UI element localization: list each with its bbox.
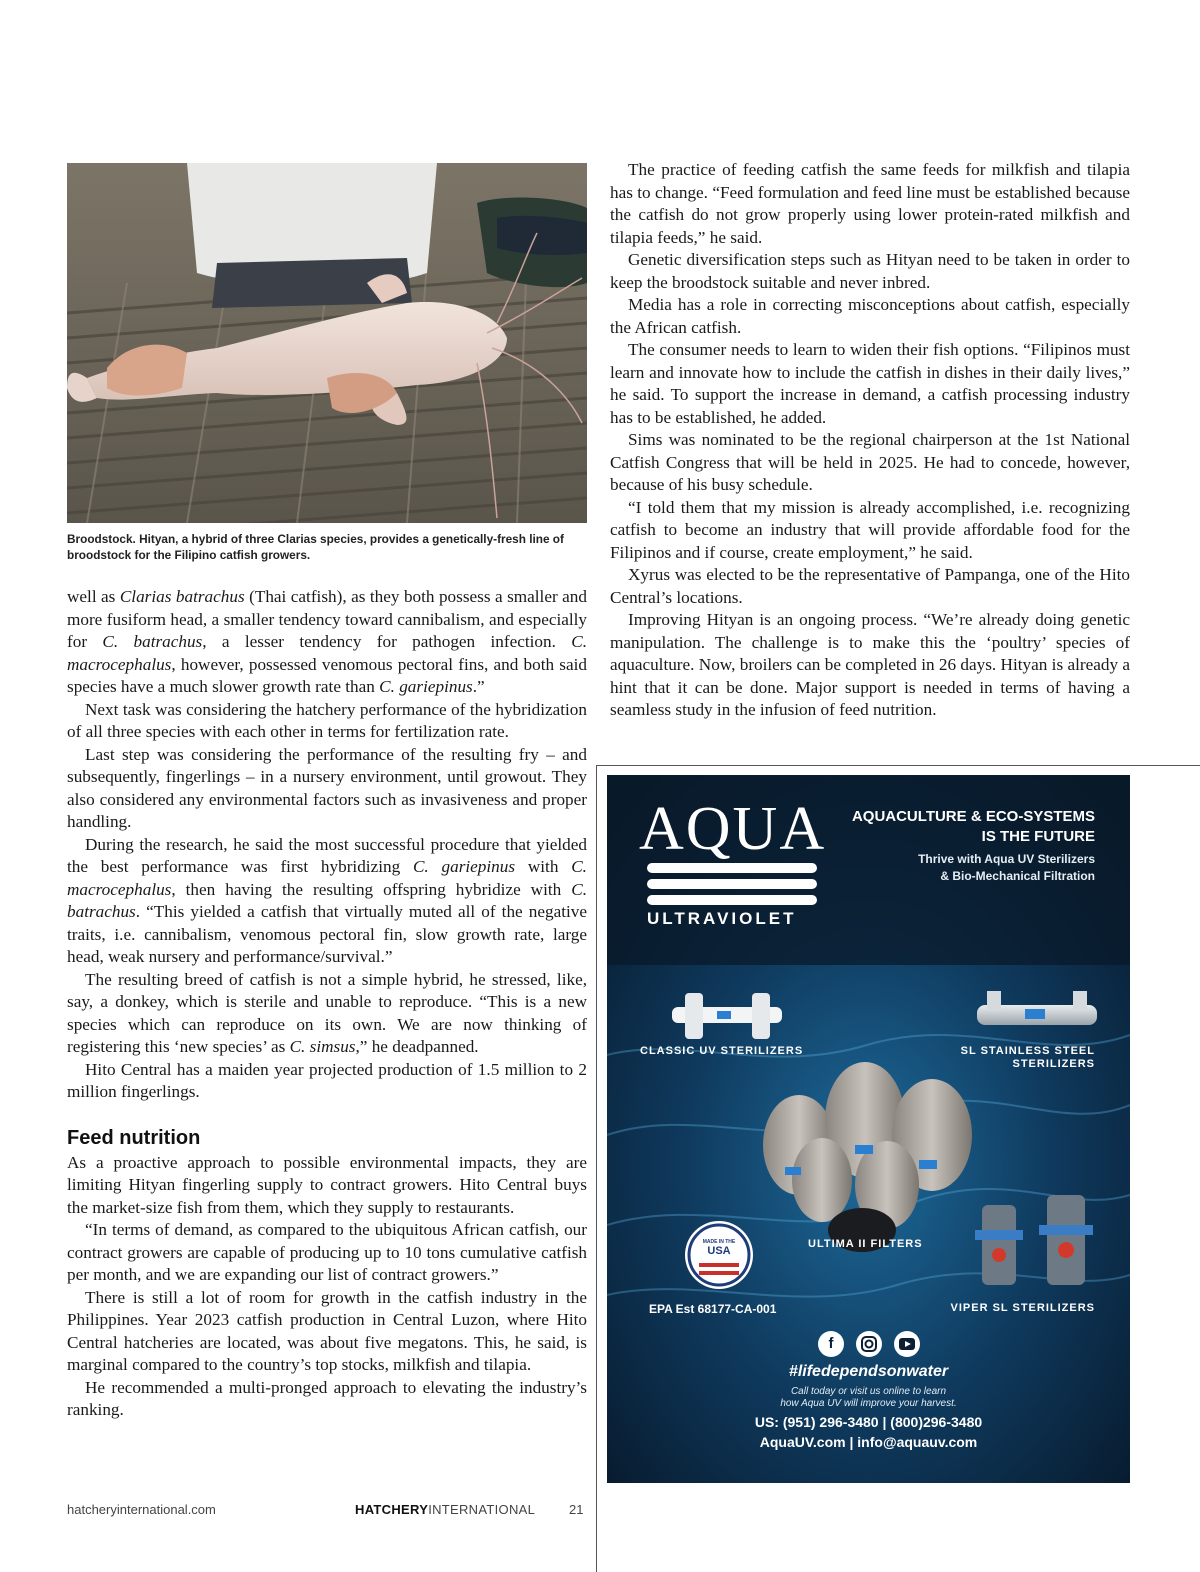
paragraph: As a proactive approach to possible environmental impacts, they are limiting Hityan fingerling supply to contract growers. Hito Central buys the market-size fish from them, which they supply to restaurants. xyxy=(67,1152,587,1217)
section-heading: Feed nutrition xyxy=(67,1126,201,1149)
paragraph: Genetic diversification steps such as Hityan need to be taken in order to keep the broodstock suitable and never inbred. xyxy=(610,250,1130,292)
ad-call-to-action: Call today or visit us online to learn how Aqua UV will improve your harvest. xyxy=(780,1386,957,1409)
product-label-stainless: SL STAINLESS STEEL STERILIZERS xyxy=(960,1045,1095,1070)
product-label-filters: ULTIMA II FILTERS xyxy=(808,1238,923,1250)
paragraph: He recommended a multi-pronged approach to elevating the industry’s ranking. xyxy=(67,1377,587,1419)
ad-brand-subtitle: ULTRAVIOLET xyxy=(647,909,797,928)
ad-website[interactable]: AquaUV.com | info@aquauv.com xyxy=(759,1434,978,1450)
ad-hashtag: #lifedependsonwater xyxy=(788,1363,949,1380)
facebook-icon: f xyxy=(828,1335,834,1352)
paragraph: Last step was considering the performance of the resulting fry – and subsequently, fingerlings – in a nursery environment, until growout. They also considered any environmental factors such as invasiveness and proper handling. xyxy=(67,744,587,831)
paragraph: The practice of feeding catfish the same feeds for milkfish and tilapia has to change. “Feed formulation and feed line must be established because the catfish do not grow properly using lower protein-rated milkfish and tilapia feeds,” he said. xyxy=(610,160,1130,247)
paragraph: Media has a role in correcting misconceptions about catfish, especially the African catfish. xyxy=(610,295,1130,337)
badge-made-in-text: MADE IN THE xyxy=(702,1239,736,1245)
ad-frame-line xyxy=(596,765,1200,766)
ad-headline: AQUACULTURE & ECO-SYSTEMS IS THE FUTURE xyxy=(851,808,1095,845)
ad-tagline: Thrive with Aqua UV Sterilizers & Bio-Mechanical Filtration xyxy=(918,852,1095,883)
footer-url: hatcheryinternational.com xyxy=(67,1502,216,1517)
paragraph: The resulting breed of catfish is not a simple hybrid, he stressed, like, say, a donkey, which is sterile and unable to reproduce. “This is a new species which can reproduce on its own. We are now thinking of registering this ‘new species’ as C. simsus,” he deadpanned. xyxy=(67,969,587,1056)
paragraph: well as Clarias batrachus (Thai catfish), as they both possess a smaller and more fusiform head, a smaller tendency toward cannibalism, and especially for C. batrachus, a lesser tendency for pathogen infection. C. macrocephalus, however, possessed venomous pectoral fins, and both said species have a much slower growth rate than C. gariepinus.” xyxy=(67,587,587,696)
paragraph: Sims was nominated to be the regional chairperson at the 1st National Catfish Congress that will be held in 2025. He had to concede, however, because of his busy schedule. xyxy=(610,430,1130,494)
paragraph: Improving Hityan is an ongoing process. “We’re already doing genetic manipulation. The challenge is to make this the ‘poultry’ species of aquaculture. Now, broilers can be completed in 26 days. Hityan is already a hint that it can be done. Major support is needed in terms of having a seamless study in the infusion of feed nutrition. xyxy=(610,610,1130,719)
aqua-uv-advertisement[interactable] xyxy=(607,775,1130,1483)
paragraph: “In terms of demand, as compared to the ubiquitous African catfish, our contract growers are capable of producing up to 10 tons cumulative catfish per month, and we are expanding our list of contract growers.” xyxy=(67,1220,587,1284)
photo-caption: Broodstock. Hityan, a hybrid of three Clarias species, provides a genetically-fresh line of broodstock for the Filipino catfish growers. xyxy=(67,532,564,562)
ad-frame-line xyxy=(596,765,597,1572)
paragraph: “I told them that my mission is already accomplished, i.e. recognizing catfish to become an industry that will provide affordable food for the Filipinos and if course, create employment,” he said. xyxy=(610,497,1130,562)
paragraph: There is still a lot of room for growth in the catfish industry in the Philippines. Year 2023 catfish production in Central Luzon, where Hito Central hatcheries are located, was about five megatons. This, he said, is marginal compared to the country’s top stocks, milkfish and tilapia. xyxy=(67,1287,587,1374)
right-column xyxy=(610,159,1130,722)
left-column xyxy=(67,586,587,1422)
catfish-photo-drawing xyxy=(67,163,587,523)
ad-brand-logo: AQUA xyxy=(639,795,827,863)
paragraph: Hito Central has a maiden year projected production of 1.5 million to 2 million fingerlings. xyxy=(67,1059,587,1101)
paragraph: Xyrus was elected to be the representative of Pampanga, one of the Hito Central’s locations. xyxy=(610,565,1130,607)
product-label-classic: CLASSIC UV STERILIZERS xyxy=(640,1045,804,1057)
badge-usa-text: USA xyxy=(707,1245,731,1257)
paragraph: Next task was considering the hatchery performance of the hybridization of all three species with each other in terms for fertilization rate. xyxy=(67,699,587,741)
page-number: 21 xyxy=(569,1502,584,1517)
paragraph: The consumer needs to learn to widen their fish options. “Filipinos must learn and innovate how to include the catfish in dishes in their daily lives,” he said. To support the increase in demand, a catfish processing industry has to be established, he added. xyxy=(610,340,1130,427)
catfish-photo xyxy=(67,163,587,523)
epa-number: EPA Est 68177-CA-001 xyxy=(649,1302,777,1316)
paragraph: During the research, he said the most successful procedure that yielded the best performance was first hybridizing C. gariepinus with C. macrocephalus, then having the resulting offspring hybridize with C. batrachus. “This yielded a catfish that virtually muted all of the negative traits, i.e. cannibalism, venomous pectoral fin, slow growth rate, large head, weak nursery and performance/survival.” xyxy=(67,834,587,966)
footer-magazine-name: HATCHERYINTERNATIONAL xyxy=(355,1502,536,1517)
ad-phone[interactable]: US: (951) 296-3480 | (800)296-3480 xyxy=(754,1414,983,1430)
product-label-viper: VIPER SL STERILIZERS xyxy=(950,1302,1095,1314)
